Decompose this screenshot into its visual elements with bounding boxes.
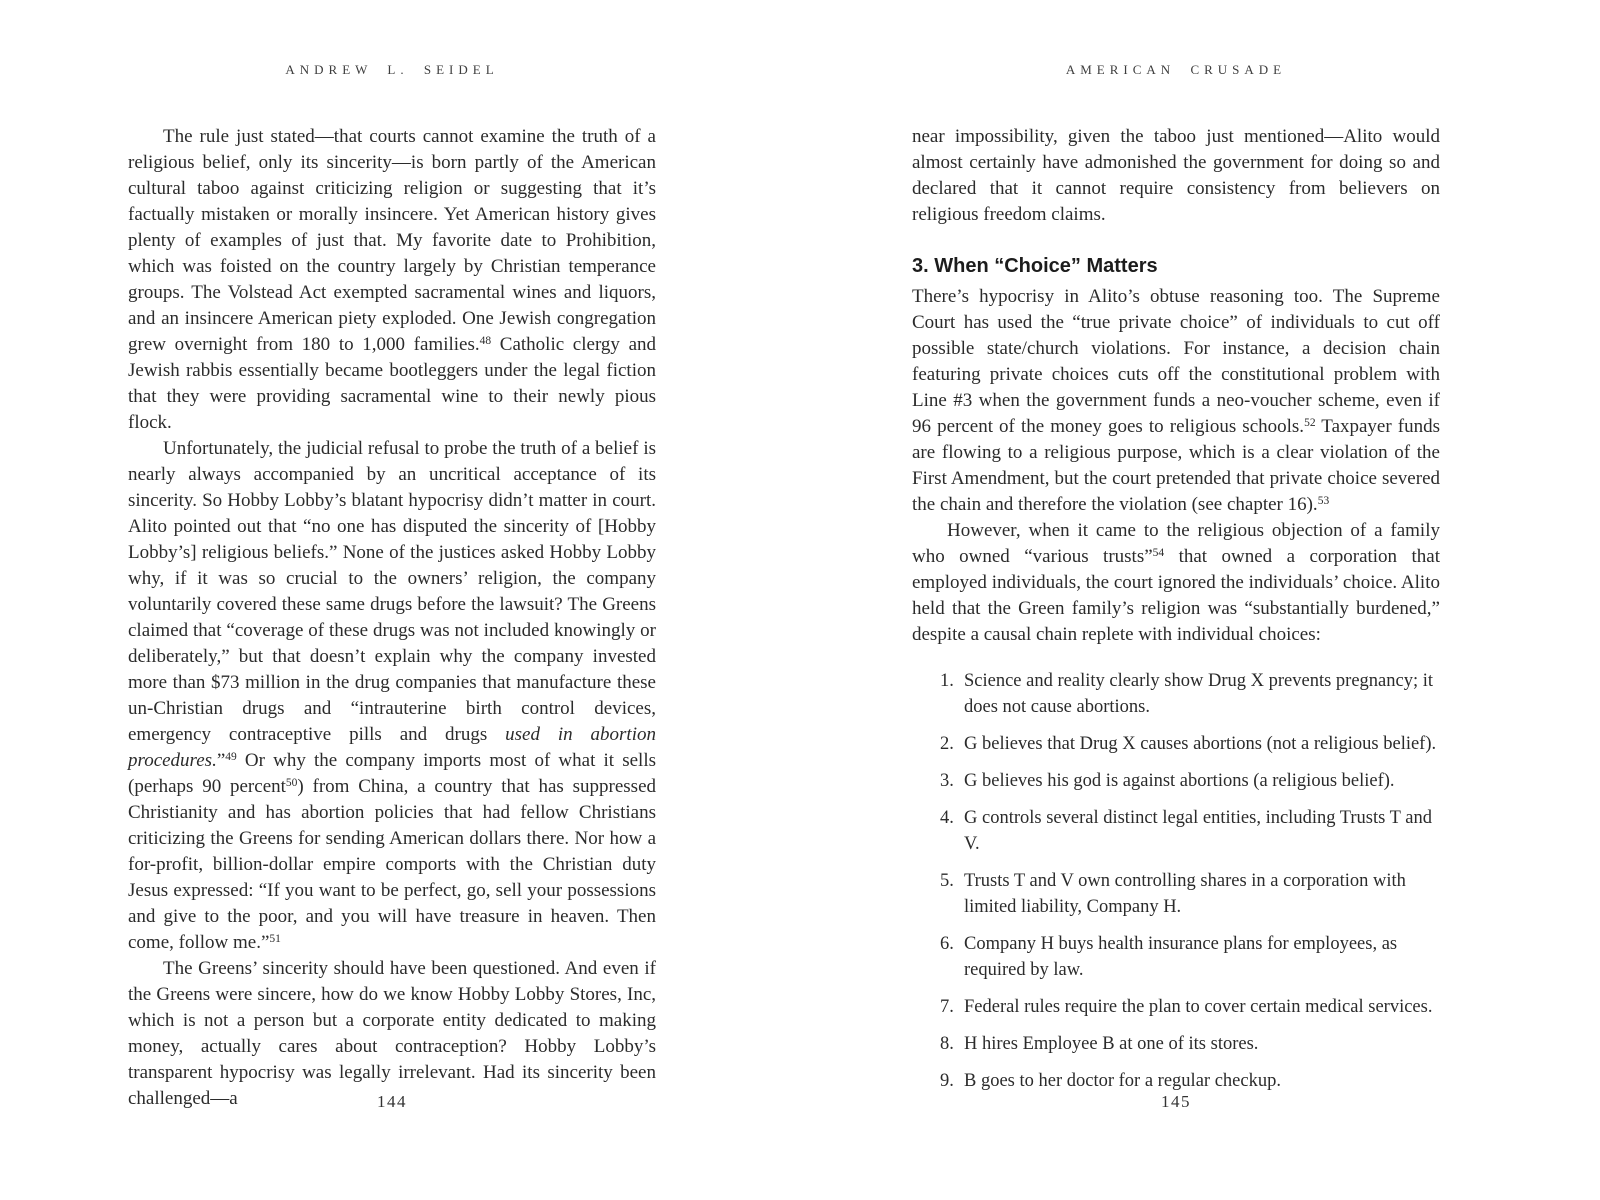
list-item: G believes his god is against abortions (a religious belief). [964,771,1395,791]
paragraph: The Greens’ sincerity should have been questioned. And even if the Greens were sincere, how do we know Hobby Lobby Stores, Inc, which is not a person but a corporate entity dedicated to making money, actually cares about contraception? Hobby Lobby’s transparent hypocrisy was legally irrelevant. Had its sincerity been challenged—a [128,958,656,1109]
right-page-body [912,124,1440,1094]
right-page [912,0,1440,1200]
running-head-author: ANDREW L. SEIDEL [285,62,499,77]
list-item: G believes that Drug X causes abortions (not a religious belief). [964,734,1437,754]
paragraph: However, when it came to the religious objection of a family who owned “various trusts”$^{54}$ that owned a corporation that employed individuals, the court ignored the individuals’ choice. Alito held that the Green family’s religion was “substantially burdened,” despite a causal chain replete with individual choices: [912,520,1440,645]
section-heading: 3. When “Choice” Matters [912,255,1158,277]
list-item: Science and reality clearly show Drug X prevents pregnancy; it does not cause abortions. [964,671,1434,717]
list-item: H hires Employee B at one of its stores. [964,1034,1259,1054]
list-item: G controls several distinct legal entities, including Trusts T and V. [964,808,1432,854]
list-item: B goes to her doctor for a regular checkup. [964,1071,1281,1091]
paragraph: There’s hypocrisy in Alito’s obtuse reasoning too. The Supreme Court has used the “true private choice” of individuals to cut off possible state/church violations. For instance, a decision chain featuring private choices cuts off the constitutional problem with Line #3 when the government funds a neo-voucher scheme, even if 96 percent of the money goes to religious schools.$^{52}$ Taxpayer funds are flowing to a religious purpose, which is a clear violation of the First Amendment, but the court pretended that private choice severed the chain and therefore the violation (see chapter 16).$^{53}$ [912,286,1440,515]
left-page [128,0,656,1200]
list-item: Federal rules require the plan to cover certain medical services. [964,997,1433,1017]
list-item: Trusts T and V own controlling shares in a corporation with limited liability, Company H. [964,871,1406,917]
paragraph: The rule just stated—that courts cannot examine the truth of a religious belief, only its sincerity—is born partly of the American cultural taboo against criticizing religion or suggesting that it’s factually mistaken or morally insincere. Yet American history gives plenty of examples of just that. My favorite date to Prohibition, which was foisted on the country largely by Christian temperance groups. The Volstead Act exempted sacramental wines and liquors, and an insincere American piety exploded. One Jewish congregation grew overnight from 180 to 1,000 families.$^{48}$ Catholic clergy and Jewish rabbis essentially became bootleggers under the legal fiction that they were providing sacramental wine to their newly pious flock. [128,126,657,433]
page-number-left: 144 [377,1092,407,1111]
page-number-right: 145 [1161,1092,1191,1111]
paragraph: Unfortunately, the judicial refusal to probe the truth of a belief is nearly always accompanied by an uncritical acceptance of its sincerity. So Hobby Lobby’s blatant hypocrisy didn’t matter in court. Alito pointed out that “no one has disputed the sincerity of [Hobby Lobby’s] religious beliefs.” None of the justices asked Hobby Lobby why, if it was so crucial to the owners’ religion, the company voluntarily covered these same drugs before the lawsuit? The Greens claimed that “coverage of these drugs was not included knowingly or deliberately,” but that doesn’t explain why the company invested more than $73 million in the drug companies that manufacture these un-Christian drugs and “intrauterine birth control devices, emergency contraceptive pills and drugs used in abortion procedures.”$^{49}$ Or why the company imports most of what it sells (perhaps 90 percent$^{50}$) from China, a country that has suppressed Christianity and has abortion policies that had fellow Christians criticizing the Greens for sending American dollars there. Nor how a for-profit, billion-dollar empire comports with the Christian duty Jesus expressed: “If you want to be perfect, go, sell your possessions and give to the poor, and you will have treasure in heaven. Then come, follow me.”$^{51}$ [128,438,656,953]
left-page-body [128,124,656,1112]
decision-chain-list [912,668,1440,1094]
paragraph: near impossibility, given the taboo just mentioned—Alito would almost certainly have admonished the government for doing so and declared that it cannot require consistency from believers on religious freedom claims. [912,126,1440,225]
running-head-book-title: AMERICAN CRUSADE [1065,62,1287,77]
list-item: Company H buys health insurance plans for employees, as required by law. [964,934,1398,980]
